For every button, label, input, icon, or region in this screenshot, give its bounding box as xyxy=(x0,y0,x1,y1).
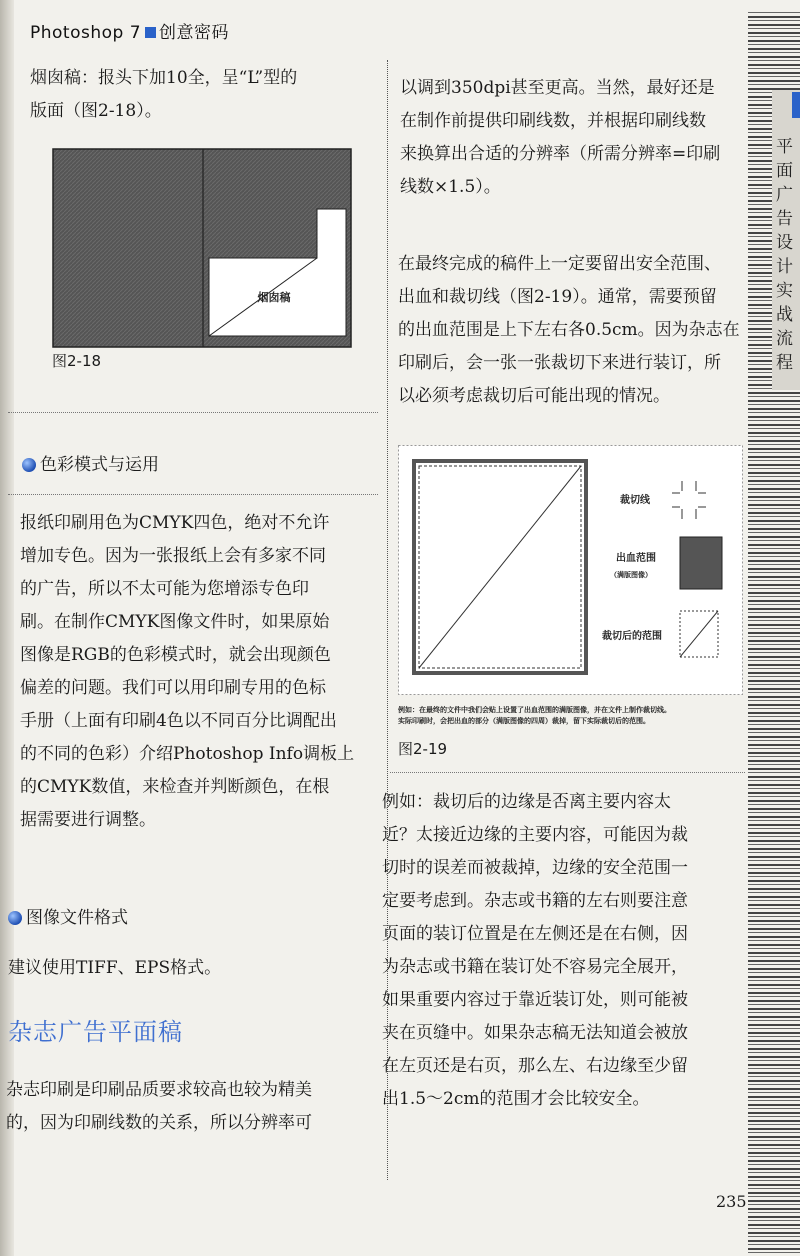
figure-2-19 xyxy=(398,445,743,695)
text-line: 在最终完成的稿件上一定要留出安全范围、 xyxy=(398,254,721,274)
running-header xyxy=(30,18,229,43)
text-line: 切时的误差而被裁掉，边缘的安全范围一 xyxy=(382,858,688,878)
page-number: 235 xyxy=(716,1192,747,1211)
text-line: 的，因为印刷线数的关系，所以分辨率可 xyxy=(6,1113,312,1133)
resolution-paragraph xyxy=(400,72,750,204)
section-divider xyxy=(8,412,378,413)
legend-trim-label: 裁切线 xyxy=(620,495,650,506)
text-line: 印刷后，会一张一张裁切下来进行装订，所 xyxy=(398,353,721,373)
figure-label-chimney: 烟囱稿 xyxy=(257,291,291,304)
text-line: 出血和裁切线（图2-19）。通常，需要预留 xyxy=(398,287,717,307)
header-book-title: Photoshop 7 xyxy=(30,23,142,43)
text-line: 的出血范围是上下左右各0.5cm。因为杂志在 xyxy=(398,320,740,340)
text-line: 的不同的色彩）介绍Photoshop Info调板上 xyxy=(20,744,355,764)
file-format-paragraph xyxy=(8,952,378,985)
safety-paragraph xyxy=(398,248,748,413)
square-icon xyxy=(145,27,156,38)
intro-paragraph xyxy=(30,62,380,128)
page-gutter-shadow xyxy=(0,0,14,1256)
legend-bleed-label: 出血范围 xyxy=(616,553,656,564)
text-line: 以调到350dpi甚至更高。当然，最好还是 xyxy=(400,78,715,98)
strip-gap xyxy=(748,0,800,10)
text-line: 据需要进行调整。 xyxy=(20,810,156,830)
text-line: 近？太接近边缘的主要内容，可能因为裁 xyxy=(382,825,688,845)
legend-after-trim-label: 裁切后的范围 xyxy=(602,631,662,642)
text-line: 为杂志或书籍在装订处不容易完全展开， xyxy=(382,957,688,977)
text-line: 烟囱稿：报头下加10全，呈“L”型的 xyxy=(30,68,298,88)
text-line: 页面的装订位置是在左侧还是在右侧，因 xyxy=(382,924,688,944)
text-line: 杂志印刷是印刷品质要求较高也较为精美 xyxy=(6,1080,312,1100)
text-line: 偏差的问题。我们可以用印刷专用的色标 xyxy=(20,678,326,698)
text-line: 刷。在制作CMYK图像文件时，如果原始 xyxy=(20,612,330,632)
text-line: 报纸印刷用色为CMYK四色，绝对不允许 xyxy=(20,513,330,533)
text-line: 建议使用TIFF、EPS格式。 xyxy=(8,958,222,978)
section-heading xyxy=(8,903,128,928)
section-title: 图像文件格式 xyxy=(26,908,128,928)
note-line: 例如：在最终的文件中我们会贴上设置了出血范围的满版图像，并在文件上制作裁切线。 xyxy=(398,706,671,714)
bullet-icon xyxy=(8,911,22,925)
bleed-swatch xyxy=(680,537,722,589)
text-line: 例如：裁切后的边缘是否离主要内容太 xyxy=(382,792,671,812)
bullet-icon xyxy=(22,458,36,472)
legend-bleed-sub: （满版图像） xyxy=(610,571,652,579)
section-divider xyxy=(390,772,745,773)
magazine-section-title: 杂志广告平面稿 xyxy=(8,1018,183,1046)
color-mode-paragraph xyxy=(20,507,380,837)
section-heading xyxy=(22,450,159,475)
text-line: 在制作前提供印刷线数，并根据印刷线数 xyxy=(400,111,706,131)
text-line: 版面（图2-18）。 xyxy=(30,101,162,121)
text-line: 图像是RGB的色彩模式时，就会出现颜色 xyxy=(20,645,331,665)
text-line: 线数×1.5）。 xyxy=(400,177,501,197)
text-line: 如果重要内容过于靠近装订处，则可能被 xyxy=(382,990,688,1010)
example-paragraph xyxy=(382,786,742,1116)
text-line: 在左页还是右页，那么左、右边缘至少留 xyxy=(382,1056,688,1076)
header-subtitle: 创意密码 xyxy=(159,23,230,43)
figure-note xyxy=(398,705,743,727)
text-line: 的CMYK数值，来检查并判断颜色，在根 xyxy=(20,777,330,797)
text-line: 夹在页缝中。如果杂志稿无法知道会被放 xyxy=(382,1023,688,1043)
figure-caption: 图2-18 xyxy=(52,352,102,370)
text-line: 来换算出合适的分辨率（所需分辨率=印刷 xyxy=(400,144,721,164)
text-line: 的广告，所以不太可能为您增添专色印 xyxy=(20,579,309,599)
figure-2-18 xyxy=(52,148,352,348)
section-title: 色彩模式与运用 xyxy=(40,455,159,475)
figure-caption: 图2-19 xyxy=(398,740,448,758)
note-line: 实际印刷时，会把出血的部分（满版图像的四周）裁掉，留下实际裁切后的范围。 xyxy=(398,717,650,725)
text-line: 以必须考虑裁切后可能出现的情况。 xyxy=(398,386,670,406)
text-line: 手册（上面有印刷4色以不同百分比调配出 xyxy=(20,711,337,731)
text-line: 定要考虑到。杂志或书籍的左右则要注意 xyxy=(382,891,688,911)
section-divider xyxy=(8,494,378,495)
chapter-tab-marker xyxy=(792,92,800,118)
text-line: 增加专色。因为一张报纸上会有多家不同 xyxy=(20,546,326,566)
text-line: 出1.5～2cm的范围才会比较安全。 xyxy=(382,1089,650,1109)
chapter-tab-text: 平面广告设计实战流程 xyxy=(776,137,793,373)
magazine-paragraph xyxy=(6,1074,378,1140)
